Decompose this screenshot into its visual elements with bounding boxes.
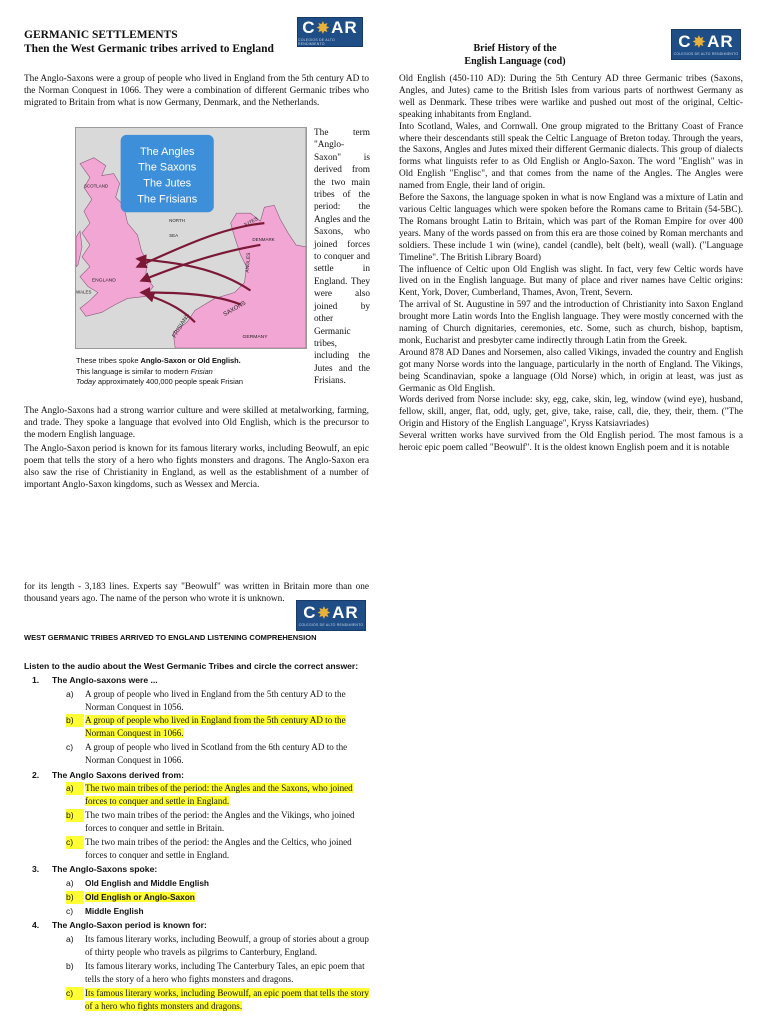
option-text: The two main tribes of the period: the Angles and the Vikings, who joined forces to conquer and settle in Britain. <box>85 810 355 834</box>
question-text: The Anglo-Saxon period is known for: <box>52 920 207 930</box>
q3-option-c[interactable] <box>66 905 370 918</box>
tribe-label-3: The Jutes <box>143 177 192 190</box>
q4-option-c[interactable] <box>66 987 370 1014</box>
option-label: a) <box>66 689 74 699</box>
q1-option-c[interactable] <box>66 741 370 768</box>
caption-line3-italic: Today <box>76 377 96 386</box>
question-text: The Anglo Saxons derived from: <box>52 770 184 780</box>
star-icon: ✸ <box>692 34 707 51</box>
q2-option-a[interactable] <box>66 782 370 809</box>
map-label-saxons: SAXONS <box>222 300 248 319</box>
option-text: Its famous literary works, including The Canterbury Tales, an epic poem that tells the story of a hero who fights monsters and dragons. <box>85 961 365 985</box>
question-3 <box>32 864 157 874</box>
continuation-text: for its length - 3,183 lines. Experts say "Beowulf" was written in Britain more than one thousand years ago. The name of the person who wrote it is unknown. <box>24 582 369 604</box>
right-paragraph-celtic-influence: The influence of Celtic upon Old English was slight. In fact, very few Celtic words have lived on in the English language. But many of place and river names have Celtic origins: Kent, York, Dover, Cumberland, Thames, Avon, Trent, Severn. <box>399 264 743 299</box>
right-paragraph-norse-words: Words derived from Norse include: sky, egg, cake, skin, leg, window (wind eye), husband, fellow, skill, anger, flat, odd, ugly, get, give, take, raise, call, die, they, their, them. ("The Origin and History of the English Language", Kryss Katsiavriades) <box>399 395 743 430</box>
warrior-paragraph <box>24 406 369 442</box>
question-text: The Anglo-Saxons spoke: <box>52 864 158 874</box>
continuation-paragraph <box>24 582 369 606</box>
q2-option-c[interactable] <box>66 836 370 863</box>
option-label: c) <box>66 987 84 1000</box>
map-label-wales: WALES <box>76 289 92 295</box>
option-label: b) <box>66 891 84 904</box>
question-number: 1. <box>32 675 40 685</box>
right-header <box>430 42 600 68</box>
coar-logo-left <box>297 17 363 47</box>
option-text-highlighted: The two main tribes of the period: the Angles and the Saxons, who joined forces to conquer and settle in England. <box>85 783 353 807</box>
star-icon: ✸ <box>316 19 331 37</box>
map-label-north: NORTH <box>169 218 185 224</box>
anglo-saxon-migration-map <box>75 127 307 349</box>
right-paragraph-old-english: Old English (450-110 AD): During the 5th Century AD three Germanic tribes (Saxons, Angles, and Jutes) came to the British Isles from various parts of northwest Germany as well as Denmark. These tribes were warlike and pushed out most of the original, Celtic-speaking inhabitants from England. <box>399 74 743 120</box>
q2-option-b[interactable] <box>66 809 370 836</box>
q3-option-a[interactable] <box>66 877 370 890</box>
map-label-scotland: SCOTLAND <box>83 183 109 189</box>
option-label: c) <box>66 906 74 916</box>
logo-letter: C <box>302 17 316 37</box>
option-label: b) <box>66 714 84 727</box>
option-text: A group of people who lived in England from the 5th century AD to the Norman Conquest in 1056. <box>85 689 346 713</box>
star-icon: ✸ <box>317 605 332 622</box>
tribe-label-4: The Frisians <box>137 193 198 206</box>
option-text: The two main tribes of the period: the Angles and the Celtics, who joined forces to conquer and settle in England. <box>85 837 352 861</box>
option-text: Old English and Middle English <box>85 878 209 888</box>
map-label-sea: SEA <box>169 233 179 239</box>
page-subtitle: Then the West Germanic tribes arrived to England <box>24 43 274 55</box>
logo-letters: AR <box>332 603 359 622</box>
literary-paragraph <box>24 444 369 492</box>
right-title-line1: Brief History of the <box>473 43 557 54</box>
caption-line2-italic: Frisian <box>190 366 213 376</box>
logo-text <box>303 604 358 621</box>
option-text: A group of people who lived in Scotland from the 6th century AD to the Norman Conquest in 1066. <box>85 742 348 766</box>
term-column <box>314 127 370 388</box>
right-paragraph-beowulf: Several written works have survived from the Old English period. The most famous is a heroic epic poem called "Beowulf". It is the oldest known English poem and it is notable <box>399 431 743 454</box>
logo-letter: C <box>678 32 692 51</box>
intro-paragraph <box>24 74 369 110</box>
question-text: The Anglo-saxons were ... <box>52 675 158 685</box>
caption-prefix: These tribes spoke <box>76 356 141 365</box>
page-title: GERMANIC SETTLEMENTS <box>24 29 178 41</box>
warrior-text: The Anglo-Saxons had a strong warrior culture and were skilled at metalworking, farming, and trade. They spoke a language that evolved into Old English, which is the precursor to the modern English language. <box>24 406 369 440</box>
coar-logo-right <box>671 29 741 60</box>
caption-bold: Anglo-Saxon or Old English. <box>140 356 241 365</box>
quiz-instruction: Listen to the audio about the West Germanic Tribes and circle the correct answer: <box>24 661 359 671</box>
logo-tagline: COLEGIOS DE ALTO RENDIMIENTO <box>298 623 364 627</box>
caption-line2: This language is similar to modern <box>76 366 191 376</box>
right-title-line2: English Language (cod) <box>464 56 566 67</box>
q1-option-a[interactable] <box>66 688 370 715</box>
option-text-highlighted: Old English or Anglo-Saxon <box>85 892 195 902</box>
right-paragraph-latin: Before the Saxons, the language spoken in what is now England was a mixture of Latin and various Celtic languages which were spoken before the Romans came to Britain (54-5BC). The Romans brought Latin to Britain, which was part of the Roman Empire for over 400 years. Many of the words passed on from this era are those coined by Roman merchants and soldiers. These include 1 win (wine), candel (candle), belt (belt), weall (wall). ("Language Timeline". The British Library Board) <box>399 193 743 263</box>
question-4 <box>32 920 207 930</box>
map-label-germany: GERMANY <box>242 335 268 341</box>
option-text: Its famous literary works, including Beowulf, a group of stories about a group of thirty people who travels as pilgrims to Canterbury, England. <box>85 934 369 958</box>
option-label: c) <box>66 836 84 849</box>
right-paragraph-vikings: Around 878 AD Danes and Norsemen, also called Vikings, invaded the country and English got many Norse words into the language, particularly in the north of England. The Vikings, being Scandinavian, spoke a language (Old Norse) which, in origin at least, was just as Germanic as Old English. <box>399 347 743 394</box>
option-label: a) <box>66 934 74 944</box>
term-text: The term "Anglo-Saxon" is derived from the two main tribes of the period: the Angles and the Saxons, who joined forces to conquer and settle in England. They were also joined by other Germanic tribes, including the Jutes and the Frisians. <box>314 128 370 387</box>
caption-line3-rest: approximately 400,000 people speak Frisian <box>95 377 243 386</box>
q4-option-a[interactable] <box>66 933 370 960</box>
quiz-heading: WEST GERMANIC TRIBES ARRIVED TO ENGLAND LISTENING COMPREHENSION <box>24 633 317 642</box>
option-text-highlighted: Its famous literary works, including Beowulf, an epic poem that tells the story of a hero who fights monsters and dragons. <box>85 988 369 1012</box>
logo-text <box>678 33 733 50</box>
intro-text: The Anglo-Saxons were a group of people who lived in England from the 5th century AD to the Norman Conquest in 1066. They were a combination of different Germanic tribes who migrated to Britain from what is now Germany, Denmark, and the Netherlands. <box>24 74 369 108</box>
map-label-frisians: FRISIANS <box>171 312 192 340</box>
option-label: a) <box>66 878 74 888</box>
question-number: 3. <box>32 864 40 874</box>
right-column <box>399 74 743 455</box>
right-paragraph-augustine: The arrival of St. Augustine in 597 and the introduction of Christianity into Saxon England brought more Latin words Into the English language. They were mostly concerned with the naming of Church dignitaries, ceremonies, etc. Some, such as church, bishop, baptism, monk, Eucharist and presbyter came indirectly through Latin from the Greek. <box>399 300 743 346</box>
logo-text <box>302 19 357 36</box>
q3-option-b[interactable] <box>66 891 370 904</box>
option-label: b) <box>66 961 74 971</box>
tribe-label-1: The Angles <box>139 145 195 158</box>
option-label: b) <box>66 809 84 822</box>
map-label-jutes: JUTES <box>243 217 260 229</box>
q4-option-b[interactable] <box>66 960 370 987</box>
logo-letter: C <box>303 603 317 622</box>
question-1 <box>32 675 158 685</box>
logo-letters: AR <box>331 17 358 37</box>
option-label: a) <box>66 782 84 795</box>
q1-option-b[interactable] <box>66 714 370 741</box>
logo-tagline: COLEGIOS DE ALTO RENDIMIENTO <box>298 37 335 46</box>
map-label-denmark: DENMARK <box>252 236 275 242</box>
map-label-angles: ANGLES <box>245 252 253 273</box>
left-header <box>24 28 274 56</box>
question-2 <box>32 770 184 780</box>
logo-letters: AR <box>707 32 734 51</box>
map-caption <box>76 356 306 388</box>
option-label: c) <box>66 742 74 752</box>
option-text: Middle English <box>85 906 144 916</box>
question-number: 4. <box>32 920 40 930</box>
literary-text: The Anglo-Saxon period is known for its famous literary works, including Beowulf, an epic poem that tells the story of a hero who fights monsters and dragons. The Anglo-Saxon era also saw the rise of Christianity in England, as well as the establishment of a number of important Anglo-Saxon kingdoms, such as Wessex and Mercia. <box>24 444 369 490</box>
option-text-highlighted: A group of people who lived in England from the 5th century AD to the Norman Conquest in 1066. <box>85 715 346 739</box>
logo-tagline: COLEGIOS DE ALTO RENDIMIENTO <box>673 52 739 56</box>
question-number: 2. <box>32 770 40 780</box>
tribe-label-2: The Saxons <box>138 161 197 174</box>
map-label-england: ENGLAND <box>91 278 116 284</box>
right-paragraph-celtic-regions: Into Scotland, Wales, and Cornwall. One group migrated to the Brittany Coast of France where their descendants still speak the Celtic Language of Breton today. Through the years, the Saxons, Angles and Jutes mixed their different Germanic dialects. This group of dialects forms what linguists refer to as Old English or Anglo-Saxon. The word "English" was in Old English "Englisc", and that comes from the name of the Angles. The Angles were named from Engle, their land of origin. <box>399 121 743 192</box>
